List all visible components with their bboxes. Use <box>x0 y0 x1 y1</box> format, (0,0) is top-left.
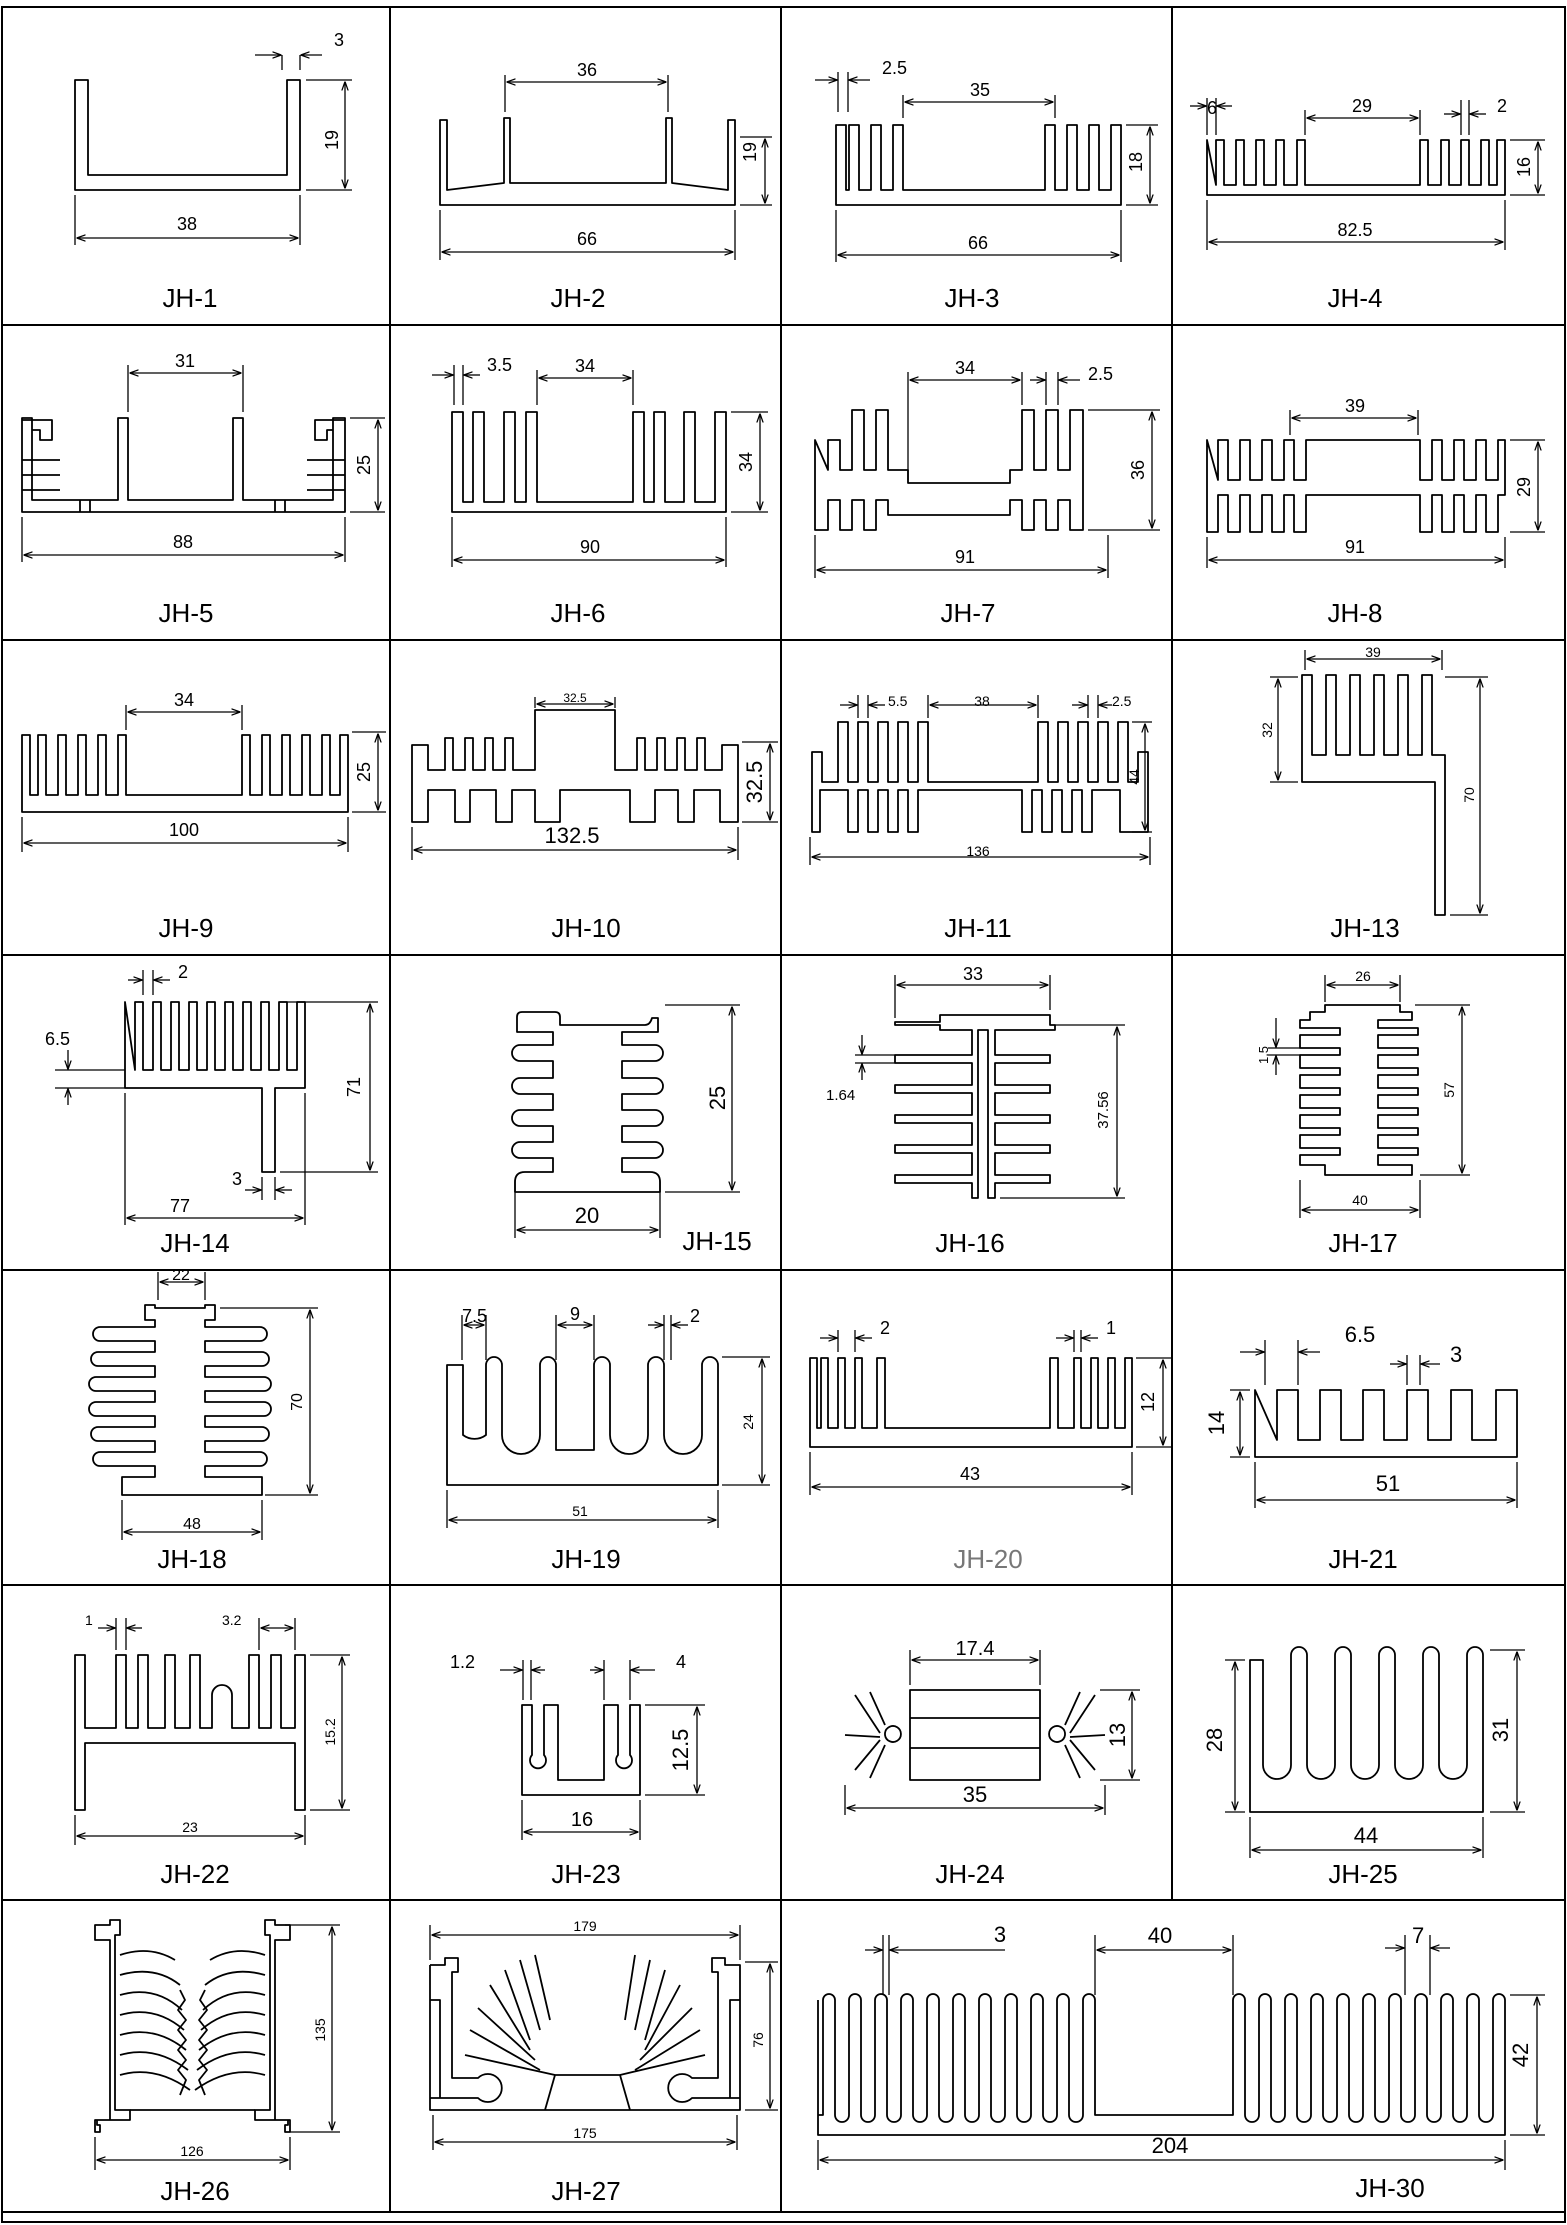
dim-jh-26-height: 135 <box>312 2018 328 2042</box>
profile-jh-21 <box>1255 1390 1517 1457</box>
dim-jh-27-height: 76 <box>750 2032 766 2048</box>
dim-jh-14-fin: 2 <box>178 962 189 982</box>
profile-jh-2 <box>440 118 735 205</box>
dim-jh-13-fin-height: 32 <box>1259 722 1275 738</box>
profile-jh-26 <box>95 1920 290 2132</box>
dim-jh-17-base: 40 <box>1352 1192 1368 1208</box>
dim-jh-11-width: 136 <box>966 843 990 859</box>
profile-jh-30 <box>818 1994 1505 2135</box>
profile-jh-1 <box>75 80 300 190</box>
dim-jh-2-height: 19 <box>740 141 760 163</box>
dim-jh-24-center: 17.4 <box>955 1638 995 1660</box>
dim-jh-25-inner: 28 <box>1202 1727 1227 1753</box>
dim-jh-18-top: 22 <box>172 1267 190 1284</box>
dim-jh-21-fin: 3 <box>1450 1342 1463 1367</box>
dim-jh-7-fin: 2.5 <box>1088 364 1114 384</box>
label-jh-21: JH-21 <box>1328 1544 1398 1574</box>
dim-jh-30-fin: 3 <box>993 1922 1007 1947</box>
profile-jh-24 <box>910 1690 1040 1780</box>
profile-jh-17 <box>1300 1005 1418 1175</box>
dim-jh-10-center: 32.5 <box>563 691 587 705</box>
dim-jh-4-fin: 2 <box>1497 96 1508 116</box>
dim-jh-14-leg: 3 <box>232 1169 243 1189</box>
dim-jh-27-width: 175 <box>573 2125 597 2141</box>
label-jh-9: JH-9 <box>158 913 214 943</box>
dim-jh-23-gap: 4 <box>676 1652 687 1672</box>
label-jh-22: JH-22 <box>160 1859 230 1889</box>
label-jh-18: JH-18 <box>157 1544 227 1574</box>
dim-jh-6-width: 90 <box>579 537 601 557</box>
cell-jh-22 <box>75 1612 350 1889</box>
dim-jh-3-center: 35 <box>969 80 991 100</box>
profile-jh-11 <box>812 722 1148 832</box>
dim-jh-20-width: 43 <box>959 1464 981 1484</box>
label-jh-5: JH-5 <box>158 598 214 628</box>
label-jh-24: JH-24 <box>935 1859 1005 1889</box>
dim-jh-14-height: 71 <box>344 1076 364 1098</box>
dim-jh-30-height: 42 <box>1508 2042 1533 2068</box>
dim-jh-20-right: 1 <box>1106 1318 1117 1338</box>
dim-jh-4-center: 29 <box>1351 96 1373 116</box>
label-jh-23: JH-23 <box>551 1859 621 1889</box>
label-jh-19: JH-19 <box>551 1544 621 1574</box>
dim-jh-5-width: 88 <box>172 532 194 552</box>
label-jh-3: JH-3 <box>944 283 1000 313</box>
profile-jh-16 <box>895 1015 1055 1198</box>
dim-jh-4-height: 16 <box>1514 156 1534 178</box>
cell-jh-21 <box>1204 1322 1517 1574</box>
dim-jh-4-width: 82.5 <box>1337 220 1373 240</box>
fins-jh-27 <box>465 1955 705 2075</box>
label-jh-13: JH-13 <box>1330 913 1400 943</box>
dim-jh-5-center: 31 <box>174 351 196 371</box>
fins-jh-24-right <box>1049 1692 1105 1778</box>
label-jh-27: JH-27 <box>551 2176 621 2206</box>
dim-jh-9-height: 25 <box>354 761 374 783</box>
dim-jh-17-height: 57 <box>1441 1082 1457 1098</box>
dim-jh-8-center: 39 <box>1344 396 1366 416</box>
dim-jh-19-left: 7.5 <box>462 1306 488 1326</box>
cell-jh-24 <box>845 1638 1140 1889</box>
profile-jh-13 <box>1302 675 1445 915</box>
label-jh-26: JH-26 <box>160 2176 230 2206</box>
profile-jh-8 <box>1207 440 1505 532</box>
dim-jh-21-width: 51 <box>1375 1471 1401 1496</box>
profile-jh-23 <box>522 1705 640 1795</box>
dim-jh-17-fin: 1.5 <box>1256 1045 1271 1065</box>
dim-jh-16-height: 37.56 <box>1095 1091 1112 1129</box>
cell-jh-15 <box>512 1005 752 1256</box>
dim-jh-6-height: 34 <box>736 451 756 473</box>
dim-jh-7-height: 36 <box>1128 459 1148 481</box>
cell-jh-4 <box>1190 96 1545 313</box>
label-jh-30: JH-30 <box>1355 2173 1425 2203</box>
label-jh-16: JH-16 <box>935 1228 1005 1258</box>
dim-jh-13-height: 70 <box>1461 787 1477 803</box>
dim-jh-22-width: 23 <box>182 1819 198 1835</box>
dim-jh-20-height: 12 <box>1138 1391 1158 1413</box>
cell-jh-9 <box>22 690 386 943</box>
dim-jh-10-width: 132.5 <box>544 823 600 848</box>
profile-jh-25 <box>1250 1647 1483 1812</box>
cell-jh-26 <box>95 1920 340 2206</box>
label-jh-6: JH-6 <box>550 598 606 628</box>
dim-jh-15-height: 25 <box>705 1085 730 1111</box>
dim-jh-22-fin: 1 <box>85 1612 93 1628</box>
cell-jh-27 <box>430 1918 778 2206</box>
profile-jh-15 <box>512 1012 663 1192</box>
cell-jh-11 <box>810 693 1152 943</box>
dim-jh-4-left: 6 <box>1206 98 1218 118</box>
dim-jh-30-center: 40 <box>1147 1923 1173 1948</box>
profile-jh-19 <box>447 1357 718 1485</box>
dim-jh-23-height: 12.5 <box>668 1728 693 1772</box>
dim-jh-16-width: 33 <box>962 964 984 984</box>
cell-jh-1 <box>75 30 352 313</box>
cell-jh-7 <box>815 358 1160 628</box>
dim-jh-7-width: 91 <box>954 547 976 567</box>
fins-jh-26 <box>120 1951 265 2110</box>
dim-jh-23-width: 16 <box>570 1809 594 1831</box>
dim-jh-10-height: 32.5 <box>742 760 767 804</box>
label-jh-10: JH-10 <box>551 913 621 943</box>
dim-jh-22-gap: 3.2 <box>222 1612 242 1628</box>
profile-jh-18 <box>89 1305 271 1495</box>
cell-jh-16 <box>826 964 1125 1258</box>
dim-jh-21-height: 14 <box>1204 1410 1229 1436</box>
dim-jh-9-width: 100 <box>168 820 200 840</box>
dim-jh-8-width: 91 <box>1344 537 1366 557</box>
dim-jh-11-height: 44 <box>1126 769 1142 785</box>
cell-jh-17 <box>1256 968 1470 1258</box>
dim-jh-19-height: 24 <box>740 1414 756 1430</box>
dim-jh-27-top: 179 <box>573 1918 597 1934</box>
cell-jh-25 <box>1202 1647 1525 1889</box>
profile-jh-6 <box>452 412 726 512</box>
label-jh-2: JH-2 <box>550 283 606 313</box>
dim-jh-7-center: 34 <box>954 358 976 378</box>
cell-jh-5 <box>22 351 385 628</box>
dim-jh-17-width: 26 <box>1355 968 1371 984</box>
fins-jh-24-left <box>845 1692 901 1778</box>
cell-jh-2 <box>440 60 772 313</box>
dim-jh-1-thickness: 3 <box>334 30 345 50</box>
cell-jh-6 <box>432 355 768 628</box>
dim-jh-6-fin: 3.5 <box>487 355 513 375</box>
profile-jh-14 <box>125 1002 305 1172</box>
dim-jh-30-gap: 7 <box>1412 1923 1425 1948</box>
profile-jh-3 <box>836 125 1121 205</box>
label-jh-1: JH-1 <box>162 283 218 313</box>
profile-jh-20 <box>810 1358 1132 1447</box>
dim-jh-19-width: 51 <box>572 1503 588 1519</box>
cell-jh-8 <box>1207 396 1545 628</box>
dim-jh-9-center: 34 <box>173 690 195 710</box>
dim-jh-1-height: 19 <box>322 129 342 151</box>
dim-jh-11-fin-right: 2.5 <box>1112 693 1132 709</box>
dim-jh-21-pitch: 6.5 <box>1344 1322 1376 1347</box>
profile-jh-7 <box>815 410 1083 530</box>
dim-jh-1-width: 38 <box>176 214 198 234</box>
dim-jh-25-width: 44 <box>1353 1823 1379 1848</box>
dim-jh-18-width: 48 <box>183 1516 201 1533</box>
profile-jh-9 <box>22 735 348 812</box>
dim-jh-24-width: 35 <box>962 1782 988 1807</box>
dim-jh-16-fin: 1.64 <box>826 1087 856 1104</box>
dim-jh-14-base: 6.5 <box>45 1029 71 1049</box>
dim-jh-14-width: 77 <box>169 1196 191 1216</box>
dim-jh-6-center: 34 <box>574 356 596 376</box>
label-jh-7: JH-7 <box>940 598 996 628</box>
dim-jh-19-center: 9 <box>569 1304 581 1324</box>
cell-jh-30 <box>818 1922 1545 2203</box>
cell-jh-14 <box>45 962 378 1258</box>
dim-jh-5-height: 25 <box>354 454 374 476</box>
dim-jh-19-fin: 2 <box>690 1306 701 1326</box>
dim-jh-18-height: 70 <box>289 1393 306 1411</box>
cell-jh-18 <box>89 1267 318 1574</box>
label-jh-4: JH-4 <box>1327 283 1383 313</box>
dim-jh-3-height: 18 <box>1126 151 1146 173</box>
dim-jh-13-width: 39 <box>1365 644 1381 660</box>
profile-jh-22 <box>75 1655 305 1810</box>
label-jh-8: JH-8 <box>1327 598 1383 628</box>
dim-jh-11-fin: 5.5 <box>888 693 908 709</box>
cell-jh-3 <box>815 58 1158 313</box>
cell-jh-10 <box>412 691 778 943</box>
dim-jh-2-width: 66 <box>576 229 598 249</box>
cell-jh-19 <box>447 1304 770 1574</box>
profile-jh-4 <box>1207 140 1505 195</box>
dim-jh-24-height: 13 <box>1105 1722 1130 1748</box>
dim-jh-23-fin: 1.2 <box>450 1652 476 1672</box>
dim-jh-25-height: 31 <box>1488 1717 1513 1743</box>
dim-jh-3-fin: 2.5 <box>882 58 908 78</box>
label-jh-14: JH-14 <box>160 1228 230 1258</box>
label-jh-17: JH-17 <box>1328 1228 1398 1258</box>
dim-jh-2-center: 36 <box>576 60 598 80</box>
cell-jh-20 <box>810 1318 1172 1574</box>
dim-jh-26-width: 126 <box>180 2143 204 2159</box>
label-jh-26-placeholder: JH-25 <box>1328 1859 1398 1889</box>
dim-jh-11-center: 38 <box>974 693 990 709</box>
dim-jh-8-height: 29 <box>1514 476 1534 498</box>
dim-jh-3-width: 66 <box>967 233 989 253</box>
dim-jh-20-left: 2 <box>880 1318 891 1338</box>
profile-jh-5 <box>22 418 345 512</box>
label-jh-20: JH-20 <box>953 1544 1023 1574</box>
label-jh-11: JH-11 <box>944 913 1012 943</box>
label-jh-15: JH-15 <box>682 1226 752 1256</box>
cell-jh-13 <box>1259 644 1488 943</box>
profile-jh-10 <box>412 710 738 822</box>
cell-jh-23 <box>450 1652 705 1889</box>
dim-jh-30-width: 204 <box>1151 2133 1189 2158</box>
dim-jh-15-width: 20 <box>574 1203 600 1228</box>
dim-jh-22-height: 15.2 <box>322 1718 338 1746</box>
